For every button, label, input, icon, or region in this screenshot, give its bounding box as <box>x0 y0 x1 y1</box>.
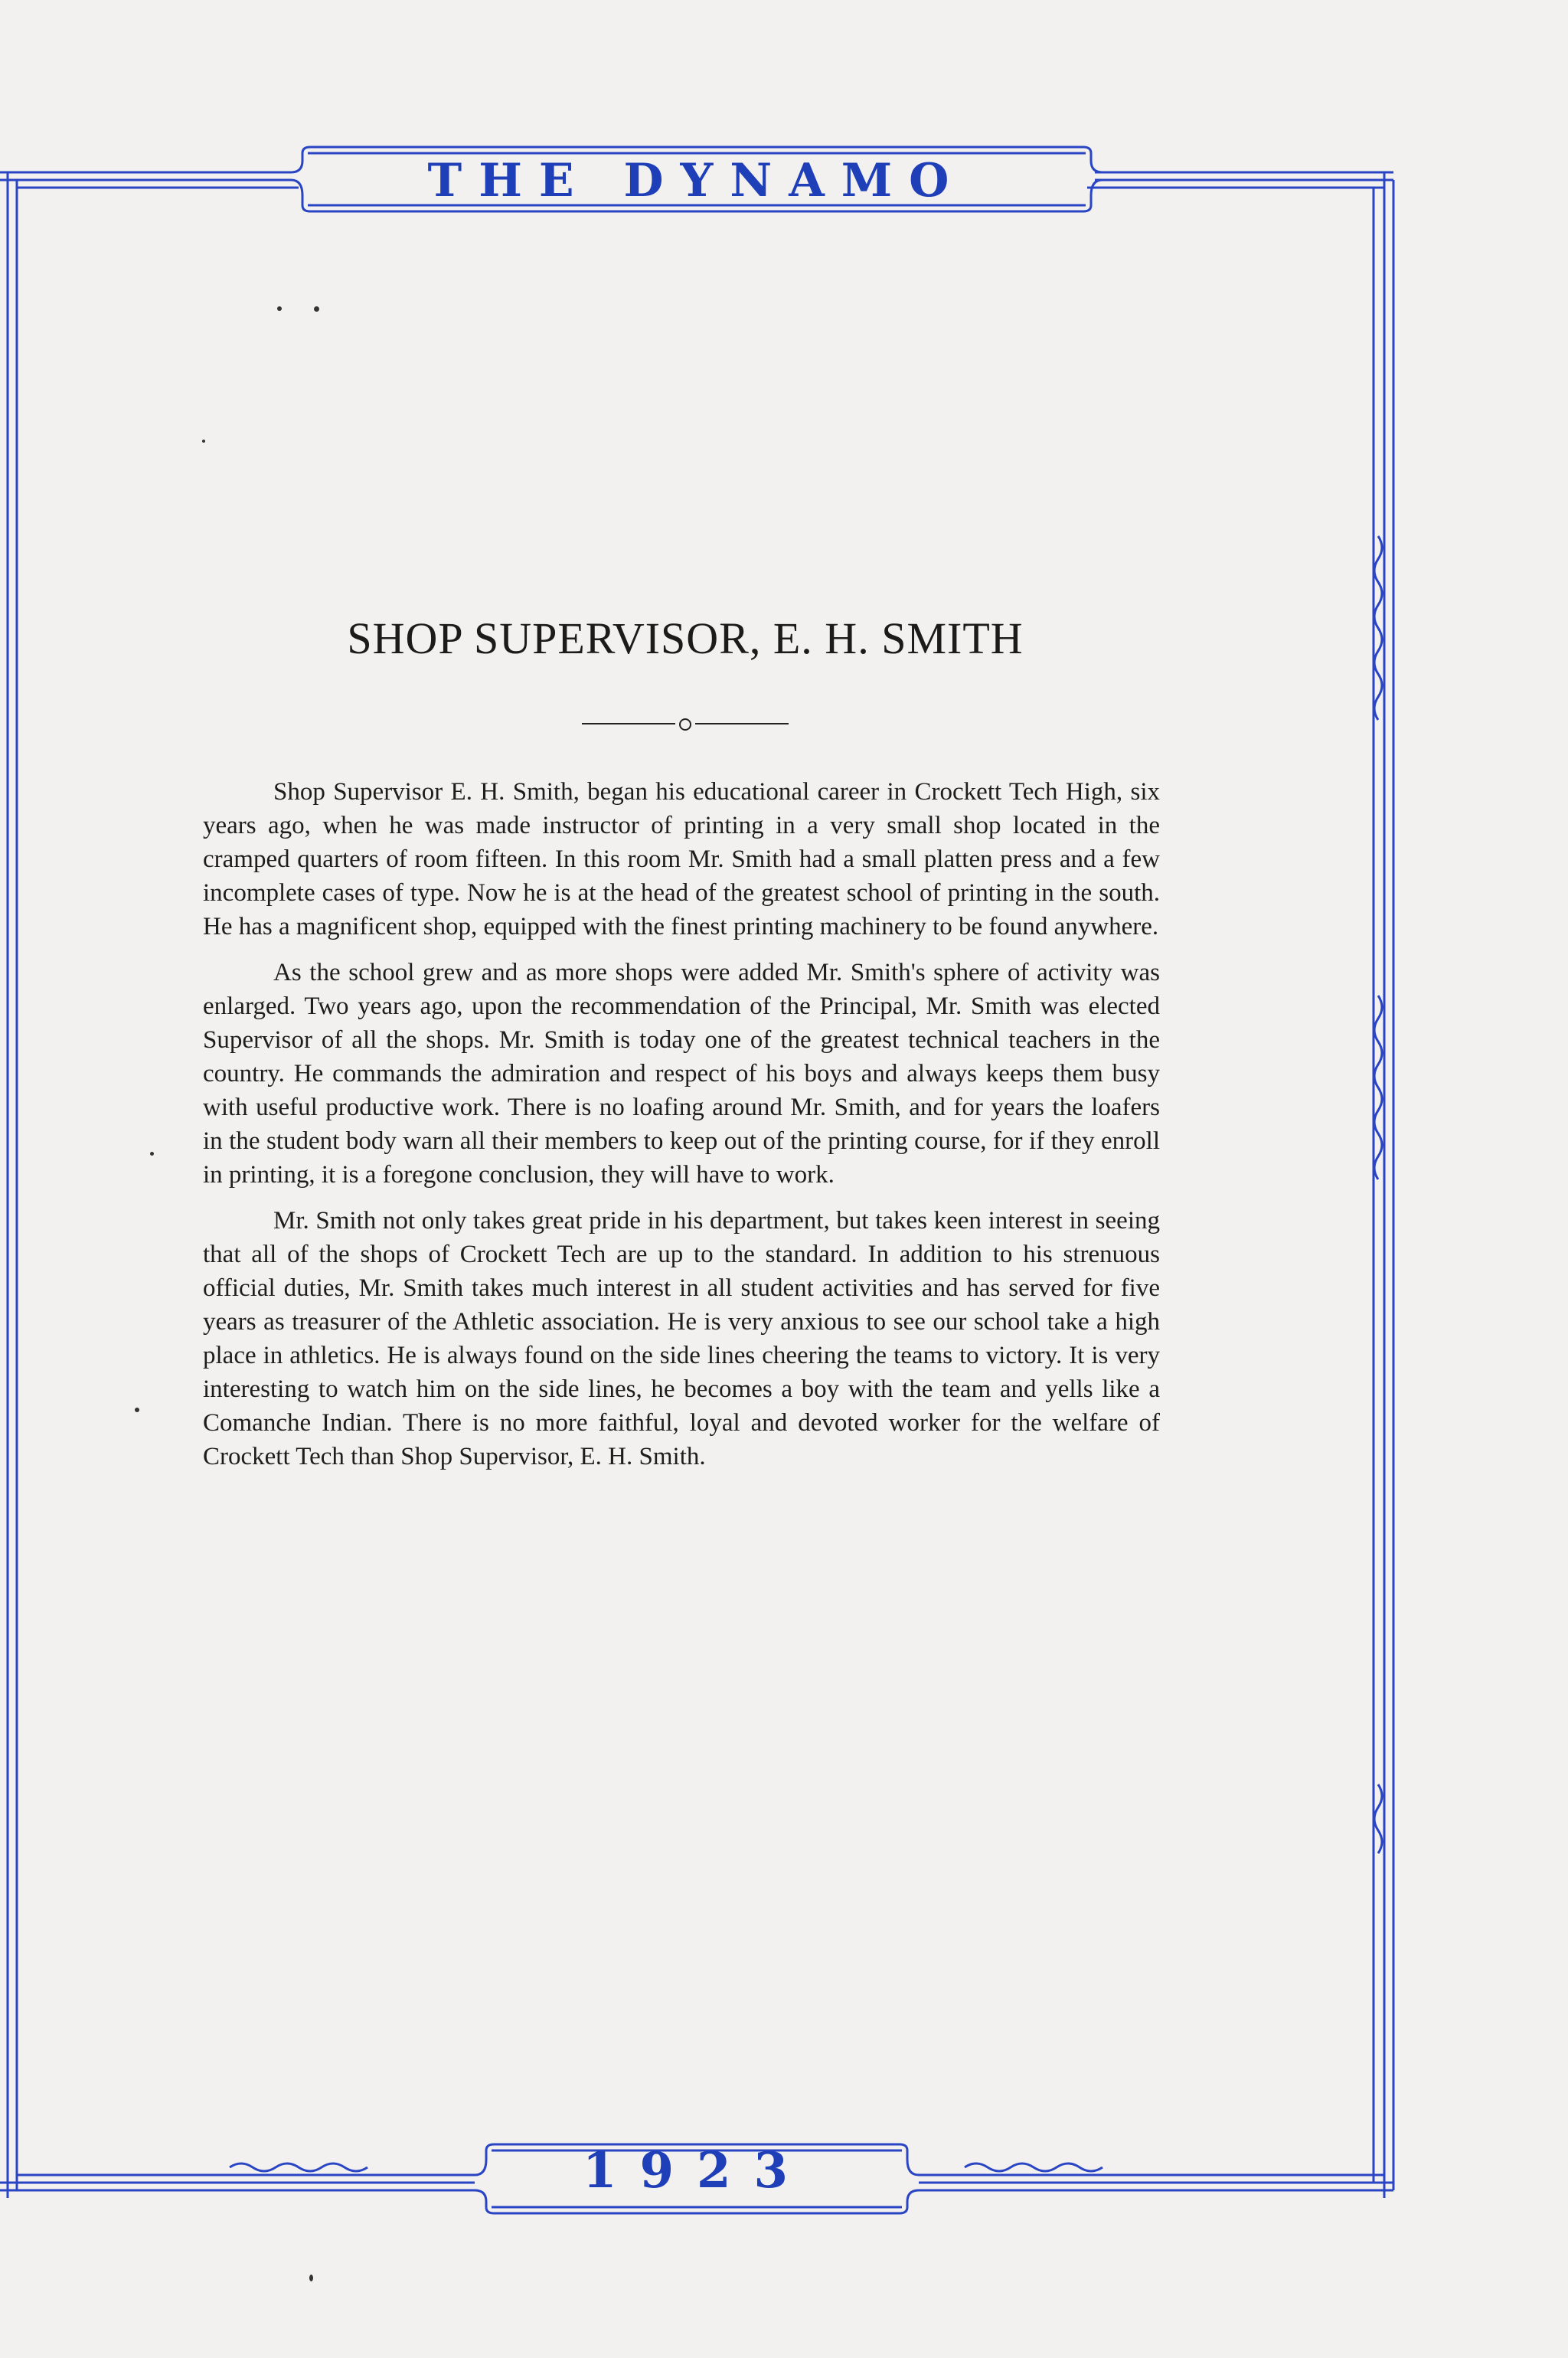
paper-speck <box>202 440 205 443</box>
paper-speck <box>277 306 282 311</box>
paper-speck <box>135 1408 139 1412</box>
article-paragraph: As the school grew and as more shops were added Mr. Smith's sphere of activity was enlarged. Two years ago, upon the recommendation of the Principal, Mr. Smith was elected Supervisor of all the shops. Mr. Smith is today one of the greatest technical teachers in the country. He commands the admiration and respect of his boys and always keeps them busy with useful productive work. There is no loafing around Mr. Smith, and for years the loafers in the student body warn all their members to keep out of the printing course, for if they enroll in printing, it is a foregone conclusion, they will have to work. <box>203 959 1160 1189</box>
article-title: SHOP SUPERVISOR, E. H. SMITH <box>347 613 1024 663</box>
article-paragraph: Shop Supervisor E. H. Smith, began his educational career in Crockett Tech High, six years ago, when he was made instructor of printing in a very small shop located in the cramped quarters of room fifteen. In this room Mr. Smith had a small platten press and a few incomplete cases of type. Now he is at the head of the greatest school of printing in the south. He has a magnificent shop, equipped with the finest printing machinery to be found anywhere. <box>203 778 1160 940</box>
article-paragraph: Mr. Smith not only takes great pride in his department, but takes keen interest in seeing that all of the shops of Crockett Tech are up to the standard. In addition to his strenuous official duties, Mr. Smith takes much interest in all student activities and has served for five years as treasurer of the Athletic association. He is very anxious to see our school take a high place in athletics. He is always found on the side lines cheering the teams to victory. It is very interesting to watch him on the side lines, he becomes a boy with the team and yells like a Comanche Indian. There is no more faithful, loyal and devoted worker for the welfare of Crockett Tech than Shop Supervisor, E. H. Smith. <box>203 1207 1160 1470</box>
article-body <box>203 775 1160 1486</box>
paper-speck <box>314 306 319 312</box>
yearbook-title: THE DYNAMO <box>427 154 966 208</box>
yearbook-year: 1923 <box>582 2142 812 2199</box>
title-divider <box>582 712 789 735</box>
paper-speck <box>309 2275 313 2281</box>
paper-speck <box>150 1152 154 1156</box>
